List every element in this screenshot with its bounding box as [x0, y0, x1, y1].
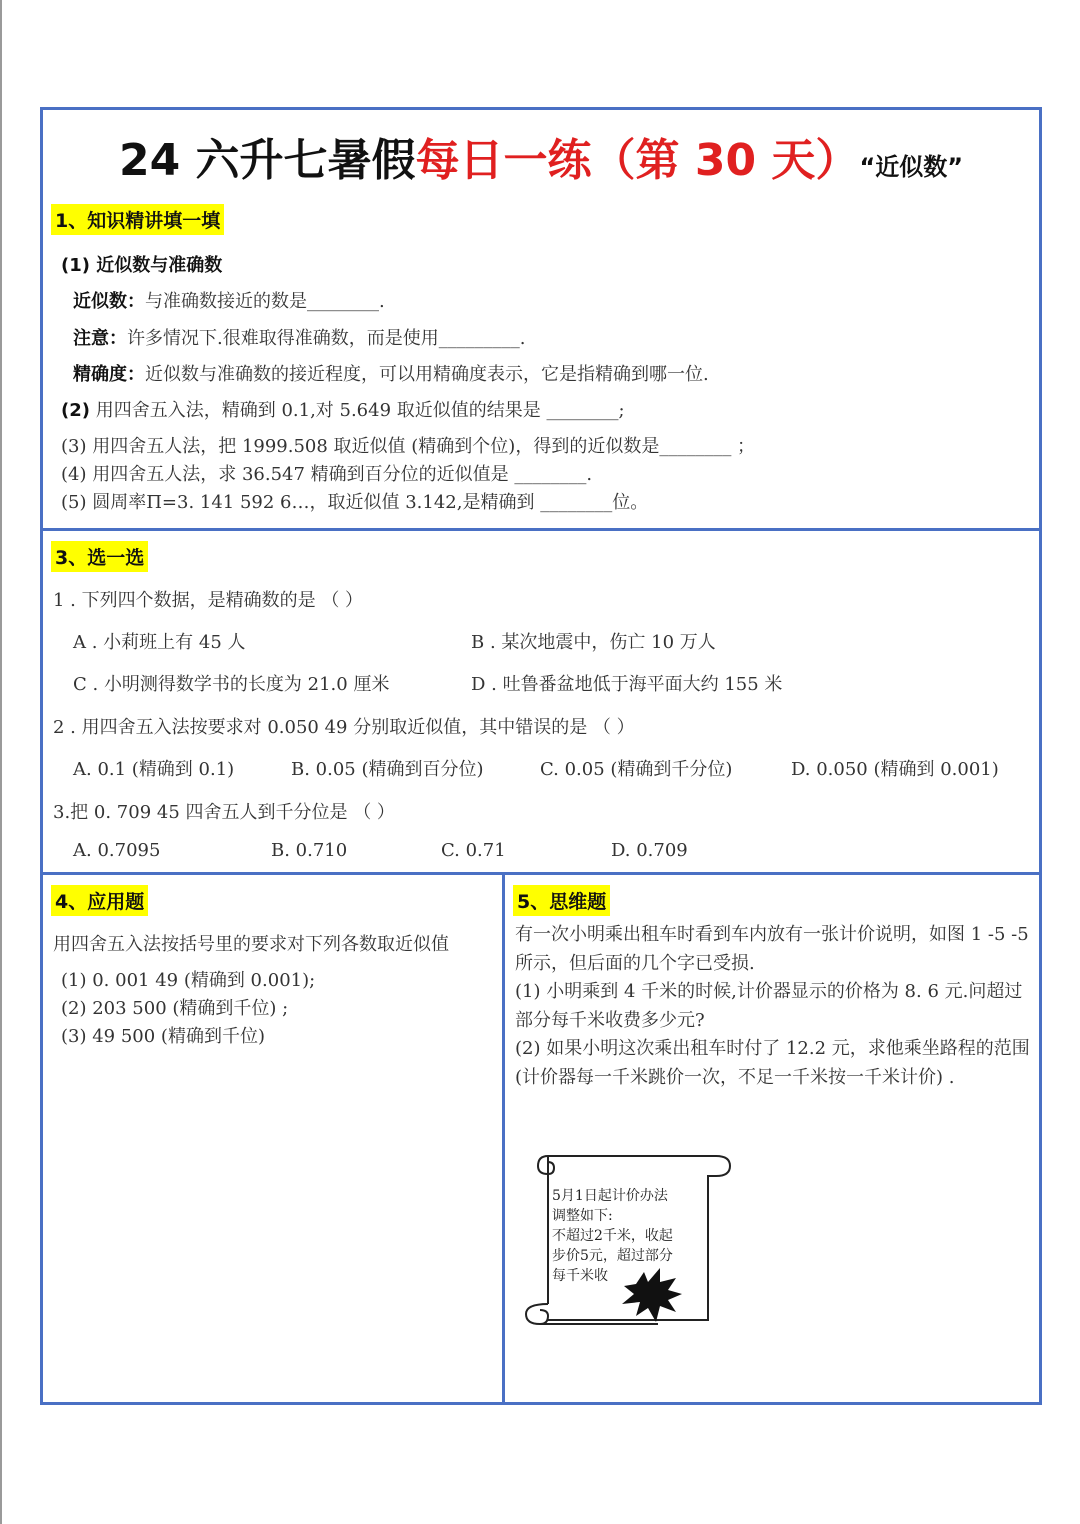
subheading-approx: (1) 近似数与准确数 — [61, 255, 223, 276]
section-tag-application: 4、应用题 — [51, 885, 148, 916]
choice-2-c: C. 0.05 (精确到千分位) — [540, 759, 733, 780]
title-topic: “近似数” — [859, 153, 963, 181]
page-title — [43, 124, 1039, 188]
choice-1-b: B . 某次地震中，伤亡 10 万人 — [471, 632, 716, 653]
application-intro: 用四舍五入法按括号里的要求对下列各数取近似值 — [53, 934, 449, 955]
section-tag-thinking: 5、思维题 — [513, 885, 610, 916]
choice-1-d: D . 吐鲁番盆地低于海平面大约 155 米 — [471, 674, 783, 695]
choice-question-2: 2 . 用四舍五入法按要求对 0.050 49 分别取近似值，其中错误的是 （ ） — [53, 717, 635, 738]
choice-question-1: 1 . 下列四个数据，是精确数的是 （ ） — [53, 590, 364, 611]
application-item-1: (1) 0. 001 49 (精确到 0.001); — [61, 970, 316, 991]
line-note: 注意：许多情况下.很难取得准确数，而是使用_________. — [73, 328, 526, 349]
scroll-line-2: 调整如下: — [552, 1208, 613, 1224]
title-box — [40, 107, 1042, 199]
section-divider — [43, 528, 1039, 531]
scroll-line-1: 5月1日起计价办法 — [552, 1188, 668, 1204]
question-1-3: (3) 用四舍五人法，把 1999.508 取近似值 (精确到个位)，得到的近似数是________ ； — [61, 436, 756, 457]
thinking-paragraph-2: (1) 小明乘到 4 千米的时候,计价器显示的价格为 8. 6 元.问超过部分每千米收费多少元? — [515, 981, 1023, 1031]
title-part-2: 每日一练（第 30 天） — [415, 135, 860, 186]
application-item-3: (3) 49 500 (精确到千位) — [61, 1026, 265, 1047]
line-precision: 精确度：近似数与准确数的接近程度，可以用精确度表示，它是指精确到哪一位. — [73, 364, 709, 385]
question-1-4: (4) 用四舍五人法，求 36.547 精确到百分位的近似值是 ________. — [61, 464, 593, 485]
section-application — [40, 875, 505, 1405]
choice-1-c: C . 小明测得数学书的长度为 21.0 厘米 — [73, 674, 390, 695]
choice-question-3: 3.把 0. 709 45 四舍五人到千分位是 （ ） — [53, 802, 395, 823]
application-item-2: (2) 203 500 (精确到千位) ; — [61, 998, 289, 1019]
scroll-text — [552, 1186, 673, 1286]
worksheet — [40, 107, 1042, 1405]
page-edge-line — [0, 0, 2, 1524]
section-knowledge — [40, 196, 1042, 532]
scroll-line-3: 不超过2千米，收起 — [552, 1228, 673, 1244]
title-part-1: 24 六升七暑假 — [119, 135, 416, 186]
scroll-line-5: 每千米收 — [552, 1268, 608, 1284]
choice-3-a: A. 0.7095 — [73, 840, 161, 861]
line-approx-definition: 近似数：与准确数接近的数是________. — [73, 291, 385, 312]
choice-2-a: A. 0.1 (精确到 0.1) — [73, 759, 235, 780]
thinking-paragraph-1: 有一次小明乘出租车时看到车内放有一张计价说明，如图 1 -5 -5 所示，但后面的几个字已受损. — [515, 924, 1029, 974]
section-divider — [502, 872, 1039, 875]
choice-2-b: B. 0.05 (精确到百分位) — [291, 759, 484, 780]
section-multiple-choice — [40, 531, 1042, 876]
question-1-5: (5) 圆周率Π=3. 141 592 6…，取近似值 3.142,是精确到 ________位。 — [61, 492, 649, 513]
choice-3-c: C. 0.71 — [441, 840, 506, 861]
scroll-line-4: 步价5元，超过部分 — [552, 1248, 673, 1264]
choice-3-b: B. 0.710 — [271, 840, 348, 861]
choice-1-a: A . 小莉班上有 45 人 — [73, 632, 246, 653]
section-tag-knowledge: 1、知识精讲填一填 — [51, 204, 224, 235]
question-1-2: (2) 用四舍五入法，精确到 0.1,对 5.649 取近似值的结果是 ________; — [61, 400, 625, 421]
choice-2-d: D. 0.050 (精确到 0.001) — [791, 759, 999, 780]
section-tag-choice: 3、选一选 — [51, 541, 148, 572]
section-divider — [43, 872, 505, 875]
choice-3-d: D. 0.709 — [611, 840, 688, 861]
thinking-paragraph-3: (2) 如果小明这次乘出租车时付了 12.2 元，求他乘坐路程的范围 (计价器每一千米跳价一次，不足一千米按一千米计价) . — [515, 1038, 1030, 1088]
fare-notice-scroll — [518, 1144, 733, 1334]
